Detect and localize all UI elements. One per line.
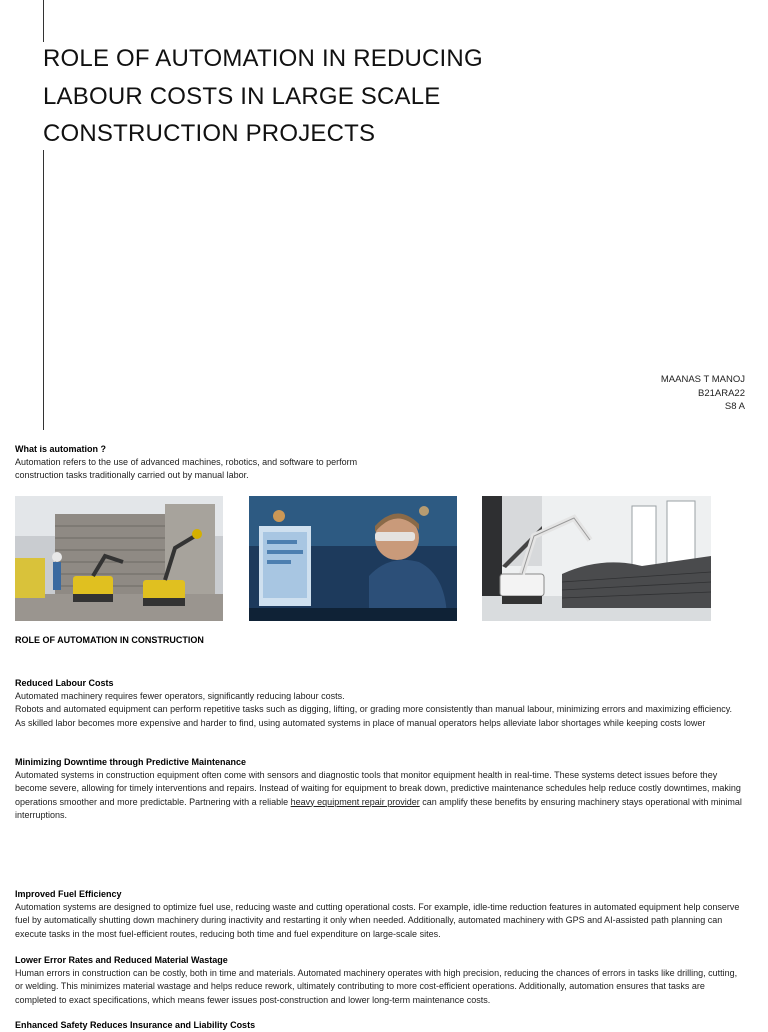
downtime-heading: Minimizing Downtime through Predictive Maintenance <box>15 757 247 767</box>
role-heading: ROLE OF AUTOMATION IN CONSTRUCTION <box>15 635 204 645</box>
title-line-2: LABOUR COSTS IN LARGE SCALE <box>43 82 441 110</box>
downtime-text-after: can amplify these benefits by ensuring machinery stays operational with minimal interruptions. <box>15 796 742 820</box>
downtime-text-before: Automated systems in construction equipment often come with sensors and diagnostic tools that monitor equipment health in real-time. These systems detect issues before they become severe, allowing for timely interventions and repairs. Instead of waiting for equipment to break down, predictive maintenance schedules help reduce costly downtimes, making operations smoother and more predictable. Partnering with a reliable <box>15 770 741 807</box>
role-section <box>15 634 743 647</box>
repair-provider-link[interactable]: heavy equipment repair provider <box>290 796 420 807</box>
author-block <box>661 373 745 414</box>
downtime-section <box>15 756 743 822</box>
fuel-section <box>15 888 743 941</box>
reduced-labour-heading: Reduced Labour Costs <box>15 678 114 688</box>
errors-paragraph: Human errors in construction can be costly, both in time and materials. Automated machinery operates with high precision, reducing the chances of errors in tasks like drilling, cutting, or welding. This minimizes material wastage and helps reduce rework, ultimately contributing to more cost-efficient operations. Additionally, automation ensures that tasks are completed to exact specifications, which means fewer issues post-construction and lower long-term maintenance costs. <box>15 968 738 1005</box>
errors-heading: Lower Error Rates and Reduced Material Wastage <box>15 955 228 965</box>
intro-section <box>15 443 743 483</box>
downtime-paragraph <box>15 769 743 822</box>
errors-section <box>15 954 743 1007</box>
title-line-1: ROLE OF AUTOMATION IN REDUCING <box>43 45 483 72</box>
intro-heading: What is automation ? <box>15 444 106 454</box>
intro-line-2: construction tasks traditionally carried out by manual labor. <box>15 470 249 481</box>
page-title <box>43 40 563 153</box>
author-id: B21ARA22 <box>697 387 745 399</box>
construction-robots-photo <box>15 496 223 621</box>
divider-line-top <box>43 0 44 42</box>
author-class: S8 A <box>724 401 745 412</box>
reduced-labour-p1: Automated machinery requires fewer operators, significantly reducing labour costs. <box>15 691 345 702</box>
reduced-labour-p2: Robots and automated equipment can perform repetitive tasks such as digging, lifting, or grading more consistently than manual labour, minimizing errors and maximizing efficiency. As skilled labor becomes more expensive and harder to find, using automated systems in place of manual operators helps alleviate labor shortages while keeping costs lower <box>15 704 733 728</box>
engineer-at-computer-photo <box>249 496 457 621</box>
reduced-labour-section <box>15 677 743 730</box>
next-section <box>15 1019 743 1032</box>
fuel-paragraph: Automation systems are designed to optimize fuel use, reducing waste and cutting operational costs. For example, idle-time reduction features in automated equipment help conserve fuel by automatically shutting down machinery during inactivity and restarting it only when needed. Additionally, automated machinery with GPS and AI-assisted path planning can execute tasks in the most fuel-efficient routes, reducing both time and fuel expenditure on large-scale sites. <box>15 902 740 939</box>
title-line-3: CONSTRUCTION PROJECTS <box>43 120 376 147</box>
divider-line-bottom <box>43 150 44 430</box>
author-name: MAANAS T MANOJ <box>660 374 745 385</box>
next-heading: Enhanced Safety Reduces Insurance and Liability Costs <box>15 1020 256 1030</box>
robotic-brick-laying-photo <box>482 496 711 621</box>
intro-line-1: Automation refers to the use of advanced machines, robotics, and software to perform <box>15 457 358 468</box>
fuel-heading: Improved Fuel Efficiency <box>15 889 122 899</box>
